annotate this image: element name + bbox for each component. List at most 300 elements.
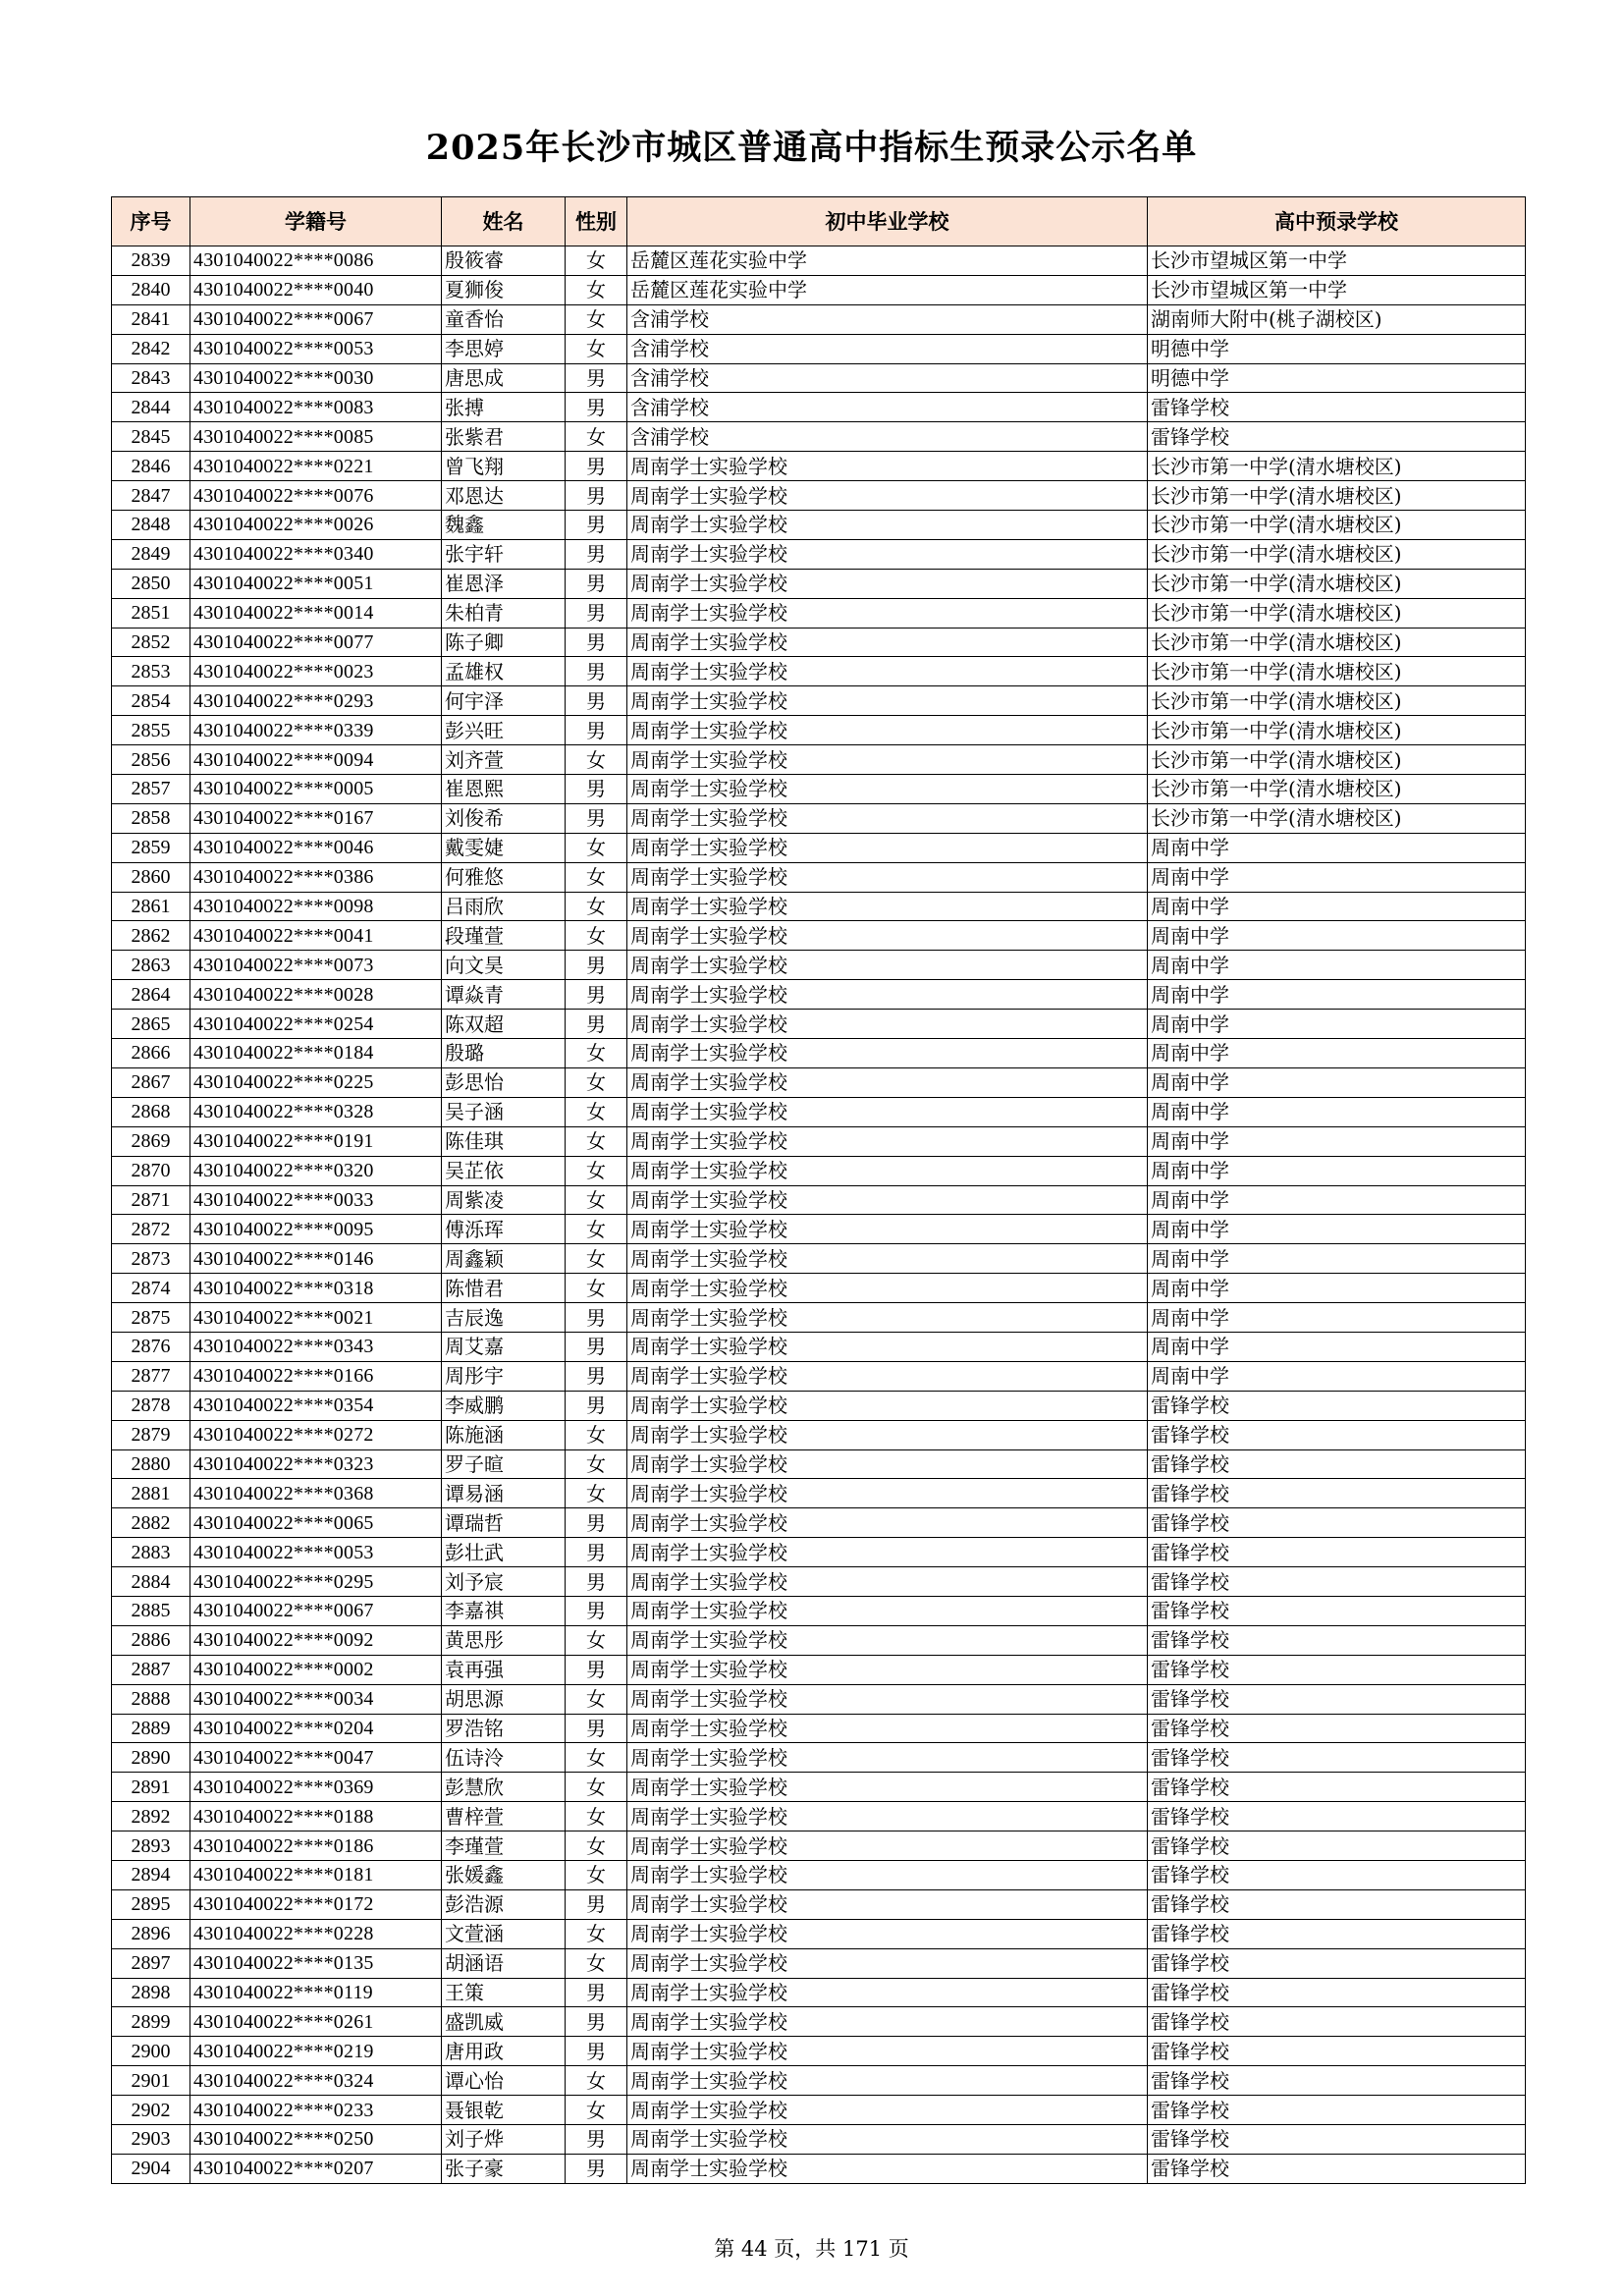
cell-high-school: 长沙市第一中学(清水塘校区) [1148,657,1526,686]
cell-name: 李思婷 [442,334,566,363]
table-row [112,1010,1526,1039]
cell-student-id: 4301040022****0051 [190,569,442,598]
cell-gender: 男 [566,657,627,686]
cell-high-school: 周南中学 [1148,921,1526,951]
cell-name: 罗子暄 [442,1449,566,1479]
cell-high-school: 周南中学 [1148,980,1526,1010]
cell-name: 刘予宸 [442,1567,566,1597]
cell-high-school: 周南中学 [1148,1067,1526,1097]
cell-seq: 2862 [112,921,190,951]
cell-name: 伍诗泠 [442,1743,566,1773]
cell-seq: 2852 [112,628,190,657]
cell-name: 文萱涵 [442,1919,566,1948]
cell-high-school: 周南中学 [1148,1303,1526,1333]
cell-seq: 2843 [112,363,190,393]
cell-seq: 2848 [112,511,190,540]
cell-student-id: 4301040022****0040 [190,275,442,304]
cell-gender: 男 [566,1655,627,1684]
cell-gender: 女 [566,1215,627,1244]
table-row [112,1596,1526,1625]
cell-high-school: 周南中学 [1148,892,1526,921]
cell-middle-school: 周南学士实验学校 [627,1185,1148,1215]
cell-high-school: 周南中学 [1148,833,1526,862]
cell-high-school: 雷锋学校 [1148,422,1526,452]
cell-middle-school: 周南学士实验学校 [627,452,1148,481]
cell-student-id: 4301040022****0092 [190,1625,442,1655]
cell-middle-school: 周南学士实验学校 [627,628,1148,657]
cell-seq: 2867 [112,1067,190,1097]
cell-high-school: 长沙市第一中学(清水塘校区) [1148,775,1526,804]
cell-high-school: 长沙市第一中学(清水塘校区) [1148,511,1526,540]
cell-high-school: 明德中学 [1148,334,1526,363]
cell-gender: 男 [566,2007,627,2037]
cell-seq: 2902 [112,2096,190,2125]
cell-gender: 女 [566,833,627,862]
cell-name: 周紫凌 [442,1185,566,1215]
cell-middle-school: 周南学士实验学校 [627,1714,1148,1743]
table-row [112,1097,1526,1126]
cell-gender: 女 [566,892,627,921]
cell-gender: 男 [566,1567,627,1597]
table-row [112,1067,1526,1097]
cell-student-id: 4301040022****0295 [190,1567,442,1597]
table-row [112,1831,1526,1861]
cell-name: 何雅悠 [442,862,566,892]
cell-gender: 女 [566,1479,627,1508]
cell-seq: 2891 [112,1773,190,1802]
cell-seq: 2898 [112,1978,190,2007]
cell-student-id: 4301040022****0047 [190,1743,442,1773]
table-row [112,481,1526,511]
column-header-middle-school: 初中毕业学校 [627,197,1148,246]
cell-middle-school: 周南学士实验学校 [627,1303,1148,1333]
cell-gender: 女 [566,334,627,363]
cell-gender: 男 [566,363,627,393]
cell-student-id: 4301040022****0021 [190,1303,442,1333]
table-row [112,1361,1526,1391]
cell-middle-school: 周南学士实验学校 [627,1039,1148,1068]
table-row [112,2066,1526,2096]
table-row [112,1948,1526,1978]
cell-student-id: 4301040022****0323 [190,1449,442,1479]
cell-middle-school: 周南学士实验学校 [627,2037,1148,2066]
cell-student-id: 4301040022****0033 [190,1185,442,1215]
cell-middle-school: 周南学士实验学校 [627,1332,1148,1361]
table-row [112,1773,1526,1802]
cell-name: 唐用政 [442,2037,566,2066]
cell-name: 张紫君 [442,422,566,452]
cell-seq: 2864 [112,980,190,1010]
cell-seq: 2899 [112,2007,190,2037]
cell-name: 吴芷依 [442,1156,566,1185]
cell-middle-school: 周南学士实验学校 [627,833,1148,862]
cell-name: 崔恩熙 [442,775,566,804]
cell-student-id: 4301040022****0369 [190,1773,442,1802]
cell-middle-school: 周南学士实验学校 [627,569,1148,598]
cell-high-school: 周南中学 [1148,1185,1526,1215]
cell-high-school: 长沙市第一中学(清水塘校区) [1148,628,1526,657]
cell-name: 聂银乾 [442,2096,566,2125]
cell-seq: 2882 [112,1508,190,1538]
cell-seq: 2897 [112,1948,190,1978]
cell-middle-school: 周南学士实验学校 [627,1831,1148,1861]
cell-student-id: 4301040022****0028 [190,980,442,1010]
table-row [112,598,1526,628]
cell-high-school: 雷锋学校 [1148,2037,1526,2066]
cell-name: 谭心怡 [442,2066,566,2096]
cell-name: 吕雨欣 [442,892,566,921]
cell-student-id: 4301040022****0166 [190,1361,442,1391]
cell-seq: 2866 [112,1039,190,1068]
cell-gender: 女 [566,1420,627,1449]
cell-high-school: 长沙市望城区第一中学 [1148,275,1526,304]
cell-seq: 2901 [112,2066,190,2096]
cell-gender: 女 [566,1860,627,1889]
cell-gender: 女 [566,275,627,304]
cell-middle-school: 周南学士实验学校 [627,657,1148,686]
cell-middle-school: 周南学士实验学校 [627,2096,1148,2125]
cell-middle-school: 周南学士实验学校 [627,1684,1148,1714]
cell-gender: 男 [566,775,627,804]
cell-seq: 2863 [112,951,190,980]
cell-seq: 2847 [112,481,190,511]
cell-seq: 2844 [112,393,190,422]
cell-seq: 2870 [112,1156,190,1185]
cell-high-school: 雷锋学校 [1148,1802,1526,1831]
cell-seq: 2885 [112,1596,190,1625]
cell-gender: 男 [566,1361,627,1391]
cell-student-id: 4301040022****0053 [190,1538,442,1567]
cell-gender: 男 [566,569,627,598]
table-row [112,1244,1526,1274]
cell-seq: 2871 [112,1185,190,1215]
cell-high-school: 长沙市第一中学(清水塘校区) [1148,481,1526,511]
cell-high-school: 周南中学 [1148,951,1526,980]
table-row [112,657,1526,686]
cell-gender: 女 [566,1067,627,1097]
cell-seq: 2861 [112,892,190,921]
cell-student-id: 4301040022****0386 [190,862,442,892]
table-row [112,1508,1526,1538]
cell-gender: 女 [566,1773,627,1802]
cell-gender: 男 [566,1978,627,2007]
table-row [112,980,1526,1010]
cell-student-id: 4301040022****0293 [190,686,442,716]
table-row [112,921,1526,951]
cell-seq: 2889 [112,1714,190,1743]
cell-seq: 2840 [112,275,190,304]
cell-student-id: 4301040022****0086 [190,246,442,276]
cell-middle-school: 周南学士实验学校 [627,1655,1148,1684]
cell-high-school: 雷锋学校 [1148,393,1526,422]
cell-high-school: 雷锋学校 [1148,1889,1526,1919]
cell-seq: 2856 [112,745,190,775]
cell-high-school: 雷锋学校 [1148,1684,1526,1714]
cell-high-school: 雷锋学校 [1148,1538,1526,1567]
cell-student-id: 4301040022****0225 [190,1067,442,1097]
table-row [112,951,1526,980]
cell-name: 陈施涵 [442,1420,566,1449]
cell-student-id: 4301040022****0204 [190,1714,442,1743]
cell-middle-school: 周南学士实验学校 [627,1508,1148,1538]
cell-gender: 男 [566,452,627,481]
cell-name: 盛凯威 [442,2007,566,2037]
cell-high-school: 周南中学 [1148,1215,1526,1244]
cell-middle-school: 周南学士实验学校 [627,745,1148,775]
cell-student-id: 4301040022****0219 [190,2037,442,2066]
cell-seq: 2845 [112,422,190,452]
table-row [112,1919,1526,1948]
cell-gender: 男 [566,1010,627,1039]
cell-student-id: 4301040022****0095 [190,1215,442,1244]
table-body [112,246,1526,2184]
cell-student-id: 4301040022****0065 [190,1508,442,1538]
cell-high-school: 雷锋学校 [1148,2096,1526,2125]
cell-seq: 2896 [112,1919,190,1948]
cell-gender: 女 [566,1039,627,1068]
cell-middle-school: 周南学士实验学校 [627,1538,1148,1567]
cell-name: 崔恩泽 [442,569,566,598]
cell-middle-school: 周南学士实验学校 [627,1889,1148,1919]
cell-student-id: 4301040022****0188 [190,1802,442,1831]
cell-name: 殷筱睿 [442,246,566,276]
cell-middle-school: 周南学士实验学校 [627,1596,1148,1625]
cell-student-id: 4301040022****0067 [190,304,442,334]
table-row [112,1274,1526,1303]
cell-high-school: 周南中学 [1148,862,1526,892]
cell-middle-school: 周南学士实验学校 [627,598,1148,628]
table-row [112,422,1526,452]
cell-middle-school: 周南学士实验学校 [627,1479,1148,1508]
cell-student-id: 4301040022****0368 [190,1479,442,1508]
cell-name: 黄思彤 [442,1625,566,1655]
cell-high-school: 周南中学 [1148,1332,1526,1361]
table-row [112,1567,1526,1597]
table-row [112,363,1526,393]
table-row [112,1743,1526,1773]
cell-student-id: 4301040022****0339 [190,716,442,745]
cell-gender: 男 [566,951,627,980]
cell-seq: 2876 [112,1332,190,1361]
cell-student-id: 4301040022****0272 [190,1420,442,1449]
cell-middle-school: 周南学士实验学校 [627,1215,1148,1244]
table-row [112,511,1526,540]
cell-gender: 男 [566,686,627,716]
table-row [112,452,1526,481]
cell-middle-school: 周南学士实验学校 [627,1449,1148,1479]
cell-name: 吴子涵 [442,1097,566,1126]
cell-student-id: 4301040022****0073 [190,951,442,980]
cell-seq: 2859 [112,833,190,862]
cell-gender: 女 [566,745,627,775]
table-row [112,2007,1526,2037]
cell-seq: 2893 [112,1831,190,1861]
cell-seq: 2890 [112,1743,190,1773]
cell-high-school: 周南中学 [1148,1274,1526,1303]
cell-name: 张宇轩 [442,539,566,569]
cell-high-school: 雷锋学校 [1148,2007,1526,2037]
cell-name: 戴雯婕 [442,833,566,862]
column-header-name: 姓名 [442,197,566,246]
cell-high-school: 长沙市第一中学(清水塘校区) [1148,716,1526,745]
cell-seq: 2865 [112,1010,190,1039]
cell-middle-school: 周南学士实验学校 [627,980,1148,1010]
cell-student-id: 4301040022****0324 [190,2066,442,2096]
cell-gender: 女 [566,1625,627,1655]
cell-student-id: 4301040022****0254 [190,1010,442,1039]
cell-gender: 男 [566,393,627,422]
cell-name: 夏狮俊 [442,275,566,304]
cell-middle-school: 周南学士实验学校 [627,921,1148,951]
cell-gender: 男 [566,803,627,833]
cell-name: 彭兴旺 [442,716,566,745]
cell-seq: 2854 [112,686,190,716]
cell-middle-school: 含浦学校 [627,334,1148,363]
cell-name: 何宇泽 [442,686,566,716]
cell-middle-school: 周南学士实验学校 [627,1773,1148,1802]
cell-high-school: 雷锋学校 [1148,1508,1526,1538]
cell-seq: 2903 [112,2125,190,2155]
cell-student-id: 4301040022****0328 [190,1097,442,1126]
cell-seq: 2839 [112,246,190,276]
cell-high-school: 长沙市望城区第一中学 [1148,246,1526,276]
cell-student-id: 4301040022****0343 [190,1332,442,1361]
cell-gender: 男 [566,628,627,657]
cell-middle-school: 含浦学校 [627,422,1148,452]
cell-name: 刘子烨 [442,2125,566,2155]
column-header-gender: 性别 [566,197,627,246]
cell-gender: 女 [566,304,627,334]
cell-middle-school: 周南学士实验学校 [627,1919,1148,1948]
cell-high-school: 雷锋学校 [1148,1978,1526,2007]
table-row [112,1889,1526,1919]
cell-student-id: 4301040022****0354 [190,1391,442,1420]
cell-high-school: 雷锋学校 [1148,1919,1526,1948]
table-row [112,1625,1526,1655]
cell-name: 刘齐萱 [442,745,566,775]
cell-name: 唐思成 [442,363,566,393]
cell-student-id: 4301040022****0023 [190,657,442,686]
cell-gender: 男 [566,598,627,628]
cell-gender: 男 [566,1391,627,1420]
cell-student-id: 4301040022****0083 [190,393,442,422]
cell-name: 谭易涵 [442,1479,566,1508]
cell-seq: 2846 [112,452,190,481]
cell-high-school: 长沙市第一中学(清水塘校区) [1148,803,1526,833]
table-row [112,1420,1526,1449]
table-row [112,393,1526,422]
cell-student-id: 4301040022****0318 [190,1274,442,1303]
cell-name: 彭慧欣 [442,1773,566,1802]
table-row [112,1303,1526,1333]
cell-high-school: 雷锋学校 [1148,1567,1526,1597]
cell-high-school: 雷锋学校 [1148,1420,1526,1449]
cell-high-school: 雷锋学校 [1148,1596,1526,1625]
cell-seq: 2895 [112,1889,190,1919]
table-row [112,1655,1526,1684]
cell-gender: 女 [566,246,627,276]
table-row [112,1802,1526,1831]
table-row [112,775,1526,804]
table-row [112,569,1526,598]
cell-name: 胡涵语 [442,1948,566,1978]
cell-name: 段瑾萱 [442,921,566,951]
cell-name: 陈双超 [442,1010,566,1039]
cell-name: 陈子卿 [442,628,566,657]
cell-gender: 女 [566,921,627,951]
table-row [112,1126,1526,1156]
cell-middle-school: 周南学士实验学校 [627,1156,1148,1185]
cell-high-school: 周南中学 [1148,1361,1526,1391]
cell-seq: 2880 [112,1449,190,1479]
roster-table [111,196,1526,2184]
cell-high-school: 长沙市第一中学(清水塘校区) [1148,745,1526,775]
cell-seq: 2872 [112,1215,190,1244]
cell-name: 殷璐 [442,1039,566,1068]
cell-student-id: 4301040022****0030 [190,363,442,393]
cell-student-id: 4301040022****0181 [190,1860,442,1889]
table-row [112,1156,1526,1185]
cell-gender: 男 [566,1508,627,1538]
cell-high-school: 雷锋学校 [1148,1831,1526,1861]
cell-gender: 男 [566,2037,627,2066]
cell-high-school: 雷锋学校 [1148,1625,1526,1655]
cell-gender: 女 [566,1126,627,1156]
cell-gender: 女 [566,1244,627,1274]
cell-name: 陈佳琪 [442,1126,566,1156]
cell-seq: 2875 [112,1303,190,1333]
table-row [112,334,1526,363]
cell-name: 王策 [442,1978,566,2007]
cell-middle-school: 周南学士实验学校 [627,2154,1148,2183]
cell-name: 张媛鑫 [442,1860,566,1889]
table-row [112,1479,1526,1508]
cell-gender: 男 [566,481,627,511]
cell-middle-school: 周南学士实验学校 [627,775,1148,804]
cell-high-school: 长沙市第一中学(清水塘校区) [1148,598,1526,628]
cell-seq: 2900 [112,2037,190,2066]
cell-student-id: 4301040022****0085 [190,422,442,452]
cell-seq: 2851 [112,598,190,628]
cell-gender: 男 [566,980,627,1010]
cell-middle-school: 岳麓区莲花实验中学 [627,275,1148,304]
column-header-high-school: 高中预录学校 [1148,197,1526,246]
cell-middle-school: 周南学士实验学校 [627,2007,1148,2037]
table-row [112,686,1526,716]
cell-middle-school: 周南学士实验学校 [627,1978,1148,2007]
cell-seq: 2881 [112,1479,190,1508]
cell-seq: 2841 [112,304,190,334]
cell-gender: 女 [566,2066,627,2096]
cell-name: 彭思怡 [442,1067,566,1097]
cell-student-id: 4301040022****0076 [190,481,442,511]
cell-gender: 女 [566,1802,627,1831]
cell-student-id: 4301040022****0094 [190,745,442,775]
cell-name: 刘俊希 [442,803,566,833]
cell-student-id: 4301040022****0119 [190,1978,442,2007]
cell-gender: 女 [566,422,627,452]
cell-middle-school: 含浦学校 [627,393,1148,422]
cell-middle-school: 岳麓区莲花实验中学 [627,246,1148,276]
cell-middle-school: 周南学士实验学校 [627,1361,1148,1391]
cell-seq: 2894 [112,1860,190,1889]
cell-name: 罗浩铭 [442,1714,566,1743]
table-row [112,1684,1526,1714]
column-header-seq: 序号 [112,197,190,246]
cell-seq: 2868 [112,1097,190,1126]
cell-name: 傅泺珲 [442,1215,566,1244]
cell-name: 彭浩源 [442,1889,566,1919]
